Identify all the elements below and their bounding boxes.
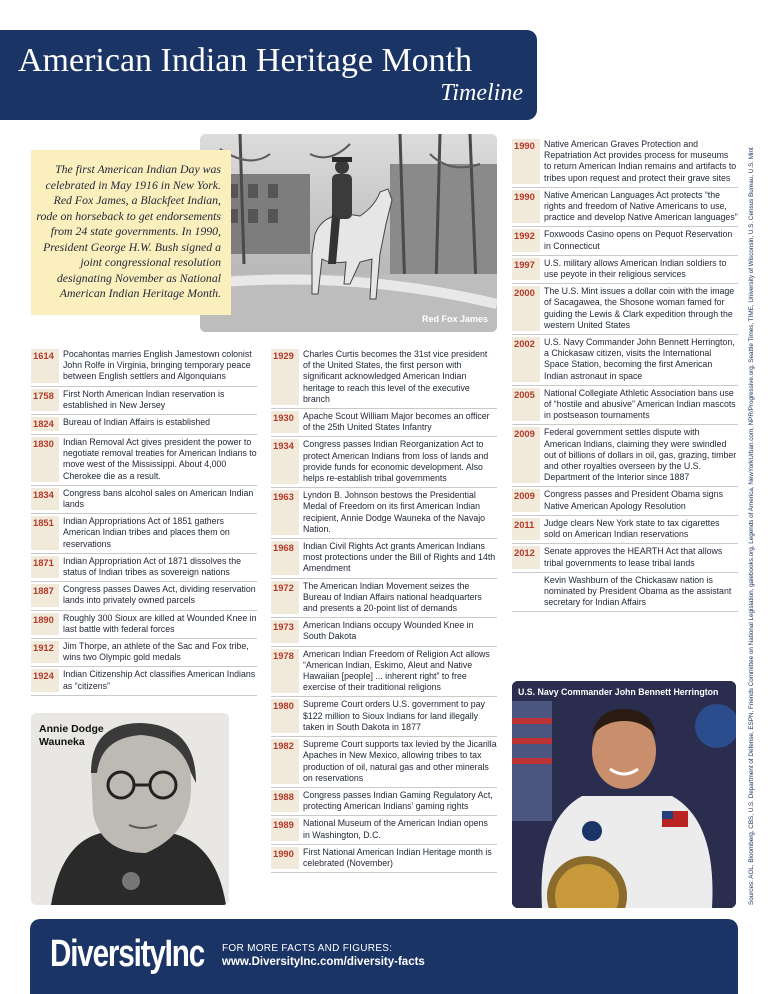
- timeline-year: 2011: [512, 518, 540, 540]
- timeline-text: Indian Removal Act gives president the power to negotiate removal treaties for American Indians to move west of the Mississippi. About 4,000 Cherokee die as a result.: [63, 437, 257, 481]
- timeline-year: 1887: [31, 584, 59, 606]
- timeline-column-1: [31, 347, 257, 696]
- timeline-entry: [271, 347, 497, 409]
- timeline-entry: [512, 188, 738, 228]
- timeline-entry: [271, 539, 497, 579]
- timeline-entry: [512, 573, 738, 613]
- timeline-year: 2000: [512, 286, 540, 331]
- timeline-year: 1912: [31, 641, 59, 663]
- timeline-text: Roughly 300 Sioux are killed at Wounded Knee in last battle with federal forces: [63, 612, 257, 634]
- timeline-text: American Indian Freedom of Religion Act allows “American Indian, Eskimo, Aleut and Native Hawaiian [people] ... inherent right” to free exercise of their traditional religions: [303, 648, 490, 693]
- timeline-text: Indian Civil Rights Act grants American Indians most protections under the Bill of Rights and 14th Amendment: [303, 541, 496, 574]
- timeline-entry: [31, 435, 257, 486]
- timeline-text: First National American Indian Heritage month is celebrated (November): [303, 846, 492, 868]
- timeline-entry: [271, 737, 497, 788]
- timeline-year: [512, 575, 540, 609]
- timeline-entry: [271, 816, 497, 844]
- timeline-entry: [271, 437, 497, 488]
- timeline-text: Kevin Washburn of the Chickasaw nation is nominated by President Obama as the assistant secretary for Indian Affairs: [544, 574, 732, 608]
- timeline-entry: [271, 618, 497, 646]
- timeline-text: Congress passes Indian Reorganization Act to protect American Indians from loss of lands and provide funds for economic development. Also helps re-establish tribal governments: [303, 439, 489, 484]
- timeline-entry: [271, 409, 497, 437]
- timeline-entry: [271, 697, 497, 737]
- timeline-year: 2002: [512, 337, 540, 382]
- timeline-entry: [271, 788, 497, 816]
- timeline-text: Congress passes Indian Gaming Regulatory Act, protecting American Indians’ gaming rights: [303, 789, 493, 812]
- timeline-year: 1871: [31, 556, 59, 578]
- timeline-column-2: [271, 347, 497, 873]
- header-banner: [0, 30, 537, 120]
- timeline-year: 1990: [512, 139, 540, 184]
- timeline-text: The American Indian Movement seizes the Bureau of Indian Affairs national headquarters and presents a 20-point list of demands: [303, 580, 482, 614]
- timeline-year: 1824: [31, 417, 59, 431]
- timeline-entry: [31, 639, 257, 667]
- timeline-year: 1972: [271, 581, 299, 615]
- astronaut-caption: U.S. Navy Commander John Bennett Herrington: [518, 687, 719, 697]
- annie-dodge-wauneka-photo: [31, 713, 229, 905]
- timeline-text: Indian Appropriation Act of 1871 dissolves the status of Indian tribes as sovereign nations: [63, 555, 242, 578]
- timeline-entry: [512, 227, 738, 255]
- timeline-year: 1989: [271, 818, 299, 840]
- timeline-entry: [31, 611, 257, 639]
- timeline-entry: [512, 386, 738, 426]
- timeline-year: 1929: [271, 349, 299, 405]
- sources-note: Sources: AOL, Bloomberg, CBS, U.S. Department of Defense, ESPN, Friends Committee on National Legislation, galebooks.org, Legends of America, NewYorkUrban.com, NPR/Progressive.org, Seattle Times, TIME, University of Wisconsin, U.S. Census Bureau, U.S. Mint: [748, 147, 755, 905]
- timeline-entry: [31, 415, 257, 435]
- timeline-year: 1924: [31, 669, 59, 691]
- timeline-year: 1988: [271, 790, 299, 812]
- timeline-year: 1997: [512, 258, 540, 280]
- footer-more-facts: FOR MORE FACTS AND FIGURES:: [222, 943, 393, 954]
- timeline-text: Judge clears New York state to tax cigarettes sold on American Indian reservations: [544, 517, 720, 540]
- timeline-text: American Indians occupy Wounded Knee in South Dakota: [303, 620, 474, 642]
- timeline-year: 1980: [271, 699, 299, 733]
- timeline-text: Native American Languages Act protects “the rights and freedom of Native Americans to use, practice and develop Native American languages”: [544, 189, 738, 223]
- timeline-entry: [512, 544, 738, 572]
- timeline-year: 2009: [512, 489, 540, 511]
- timeline-year: 2012: [512, 546, 540, 568]
- timeline-entry: [512, 516, 738, 544]
- page-subtitle: Timeline: [440, 80, 523, 106]
- timeline-year: 1963: [271, 490, 299, 535]
- footer-link[interactable]: www.DiversityInc.com/diversity-facts: [222, 956, 425, 968]
- timeline-text: Native American Graves Protection and Repatriation Act provides process for museums to return American Indian remains and artifacts to tribes upon request and protect their grave sites: [544, 139, 737, 183]
- timeline-year: 2009: [512, 427, 540, 483]
- timeline-entry: [31, 347, 257, 387]
- photo-caption: Red Fox James: [422, 314, 489, 324]
- timeline-text: Federal government settles dispute with American Indians, claiming they were swindled out of billions of dollars in oil, gas, grazing, timber and other royalties overseen by the U.S. Department of the Interior since 1887: [544, 427, 737, 483]
- timeline-text: Indian Citizenship Act classifies American Indians as “citizens”: [63, 669, 256, 691]
- portrait-label: Annie Dodge Wauneka: [39, 723, 104, 748]
- timeline-text: Charles Curtis becomes the 31st vice president of the United States, the first person with significant acknowledged American Indian heritage to reach this level of the executive branch: [303, 349, 488, 404]
- timeline-text: National Museum of the American Indian opens in Washington, D.C.: [303, 818, 488, 840]
- timeline-text: Senate approves the HEARTH Act that allows tribal governments to lease tribal lands: [544, 546, 723, 568]
- timeline-entry: [271, 845, 497, 873]
- timeline-year: 1830: [31, 437, 59, 482]
- timeline-year: 1990: [512, 190, 540, 224]
- diversityinc-logo: DiversityInc: [50, 933, 205, 975]
- timeline-text: Jim Thorpe, an athlete of the Sac and Fox tribe, wins two Olympic gold medals: [63, 641, 249, 663]
- astronaut-photo: [512, 681, 736, 908]
- timeline-text: National Collegiate Athletic Association bans use of “hostile and abusive” American Indian mascots in postseason tournaments: [544, 387, 736, 421]
- timeline-text: Foxwoods Casino opens on Pequot Reservation in Connecticut: [544, 229, 733, 251]
- timeline-entry: [31, 554, 257, 582]
- timeline-text: Congress passes and President Obama signs Native American Apology Resolution: [544, 489, 723, 511]
- timeline-year: 1758: [31, 389, 59, 411]
- timeline-entry: [31, 667, 257, 695]
- timeline-entry: [271, 488, 497, 539]
- timeline-entry: [271, 647, 497, 698]
- timeline-year: 1992: [512, 229, 540, 251]
- timeline-year: 1990: [271, 847, 299, 869]
- timeline-year: 1934: [271, 439, 299, 484]
- timeline-text: Congress passes Dawes Act, dividing reservation lands into privately owned parcels: [63, 584, 256, 606]
- timeline-text: Bureau of Indian Affairs is established: [63, 417, 211, 428]
- timeline-text: Indian Appropriations Act of 1851 gathers American Indian tribes and places them on reservations: [63, 516, 230, 549]
- timeline-year: 1851: [31, 516, 59, 550]
- timeline-entry: [31, 582, 257, 610]
- timeline-entry: [512, 487, 738, 515]
- timeline-entry: [31, 514, 257, 554]
- timeline-entry: [31, 486, 257, 514]
- timeline-entry: [512, 256, 738, 284]
- timeline-text: Pocahontas marries English Jamestown colonist John Rolfe in Virginia, bringing temporary peace between English settlers and Algonquians: [63, 349, 252, 382]
- timeline-year: 1834: [31, 488, 59, 510]
- intro-callout: The first American Indian Day was celebrated in May 1916 in New York. Red Fox James, a Blackfeet Indian, rode on horseback to get endorsements from 24 state governments. In 1990, President George H.W. Bush signed a joint congressional resolution designating November as National American Indian Heritage Month.: [31, 150, 231, 315]
- timeline-text: U.S. military allows American Indian soldiers to use peyote in their religious services: [544, 257, 727, 280]
- timeline-year: 2005: [512, 388, 540, 422]
- timeline-entry: [512, 137, 738, 188]
- timeline-year: 1930: [271, 411, 299, 433]
- timeline-text: Congress bans alcohol sales on American Indian lands: [63, 487, 254, 510]
- timeline-entry: [512, 284, 738, 335]
- timeline-entry: [31, 387, 257, 415]
- timeline-entry: [512, 335, 738, 386]
- timeline-text: Supreme Court orders U.S. government to pay $122 million to Sioux Indians for land illegally taken in South Dakota in 1877: [303, 699, 485, 732]
- timeline-entry: [271, 579, 497, 619]
- timeline-text: Apache Scout William Major becomes an officer of the 25th United States Infantry: [303, 411, 490, 433]
- timeline-text: The U.S. Mint issues a dollar coin with the image of Sacagawea, the Shosone woman famed for guiding the Lewis & Clark expedition through the western United States: [544, 286, 735, 330]
- timeline-year: 1973: [271, 620, 299, 642]
- timeline-entry: [512, 425, 738, 487]
- timeline-text: Supreme Court supports tax levied by the Jicarilla Apaches in New Mexico, allowing tribes to tax production of oil, natural gas and other minerals on reservations: [303, 739, 497, 783]
- timeline-year: 1890: [31, 613, 59, 635]
- timeline-text: First North American Indian reservation is established in New Jersey: [63, 388, 225, 410]
- timeline-text: U.S. Navy Commander John Bennett Herrington, a Chickasaw citizen, visits the International Space Station, becoming the first American Indian astronaut in space: [544, 337, 735, 381]
- timeline-year: 1978: [271, 649, 299, 694]
- footer-banner: [30, 919, 738, 994]
- timeline-year: 1982: [271, 739, 299, 784]
- page-title: American Indian Heritage Month: [18, 42, 473, 79]
- red-fox-james-photo: [200, 134, 497, 332]
- timeline-year: 1968: [271, 541, 299, 575]
- timeline-year: 1614: [31, 349, 59, 383]
- timeline-column-3: [512, 137, 738, 612]
- timeline-text: Lyndon B. Johnson bestows the Presidential Medal of Freedom on its first American Indian recipient, Annie Dodge Wauneka of the Navajo Nation.: [303, 490, 486, 534]
